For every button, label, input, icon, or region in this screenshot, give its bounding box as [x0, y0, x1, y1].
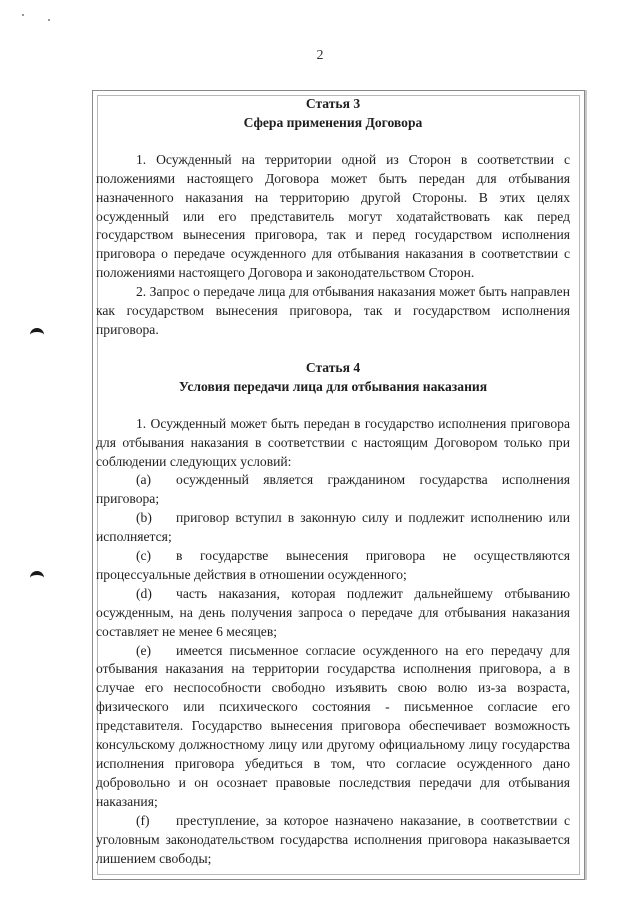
punch-hole-mark	[30, 571, 44, 585]
article-3-title: Статья 3	[305, 96, 361, 111]
page-number: 2	[316, 48, 324, 63]
condition-marker: (d)	[136, 585, 152, 601]
condition-text: преступление, за которое назначено наказание, в соответствии с уголовным законодательством государства исполнения приговора наказывается лишением свободы;	[96, 812, 570, 866]
article-3-subtitle: Сфера применения Договора	[243, 114, 423, 130]
condition-item	[96, 585, 570, 642]
scan-speck	[22, 14, 24, 16]
punch-hole-mark	[30, 328, 44, 342]
article-4-title: Статья 4	[305, 359, 361, 375]
article-3-paragraph-2: 2. Запрос о передаче лица для отбывания наказания может быть направлен как государством вынесения приговора, так и государством исполнения приговора.	[96, 284, 570, 337]
article-4-subtitle: Условия передачи лица для отбывания наказания	[178, 378, 488, 394]
condition-item	[96, 642, 570, 812]
condition-text: в государстве вынесения приговора не осуществляются процессуальные действия в отношении осужденного;	[96, 548, 570, 582]
article-3-paragraph-1: 1. Осужденный на территории одной из Сторон в соответствии с положениями настоящего Договора может быть передан для отбывания назначенного наказания на территорию другой Стороны. В этих целях осужденный или его представитель могут ходатайствовать как перед государством вынесения приговора, так и перед государством исполнения приговора о передаче осужденного для отбывания наказания в соответствии с положениями настоящего Договора и законодательством Сторон.	[96, 151, 570, 281]
condition-text: осужденный является гражданином государства исполнения приговора;	[96, 472, 570, 507]
condition-item	[96, 547, 570, 585]
article-4-paragraph-1: 1. Осужденный может быть передан в государство исполнения приговора для отбывания наказания в соответствии с настоящим Договором только при соблюдении следующих условий:	[96, 415, 570, 469]
condition-item	[96, 471, 570, 509]
condition-text: имеется письменное согласие осужденного на его передачу для отбывания наказания на территории государства исполнения приговора, а в случае его неспособности свободно изъявить свою волю из-за возраста, физического или психического состояния - письменное согласие его представителя. Государство вынесения приговора обеспечивает возможность консульскому должностному лицу или другому официальному лицу государства исполнения приговора убедиться в том, что согласие осужденного дано добровольно и он осознает правовые последствия передачи для отбывания наказания;	[96, 642, 570, 809]
condition-text: часть наказания, которая подлежит дальнейшему отбыванию осужденным, на день получения запроса о передаче для отбывания наказания составляет не менее 6 месяцев;	[96, 585, 570, 639]
condition-marker: (b)	[136, 510, 152, 526]
condition-text: приговор вступил в законную силу и подлежит исполнению или исполняется;	[96, 510, 570, 545]
condition-marker: (a)	[136, 472, 152, 488]
condition-item	[96, 509, 570, 547]
document-body	[96, 95, 570, 868]
condition-item	[96, 812, 570, 869]
condition-marker: (f)	[136, 812, 150, 828]
condition-marker: (e)	[136, 642, 152, 658]
scan-speck	[48, 19, 50, 21]
condition-marker: (c)	[136, 548, 152, 564]
